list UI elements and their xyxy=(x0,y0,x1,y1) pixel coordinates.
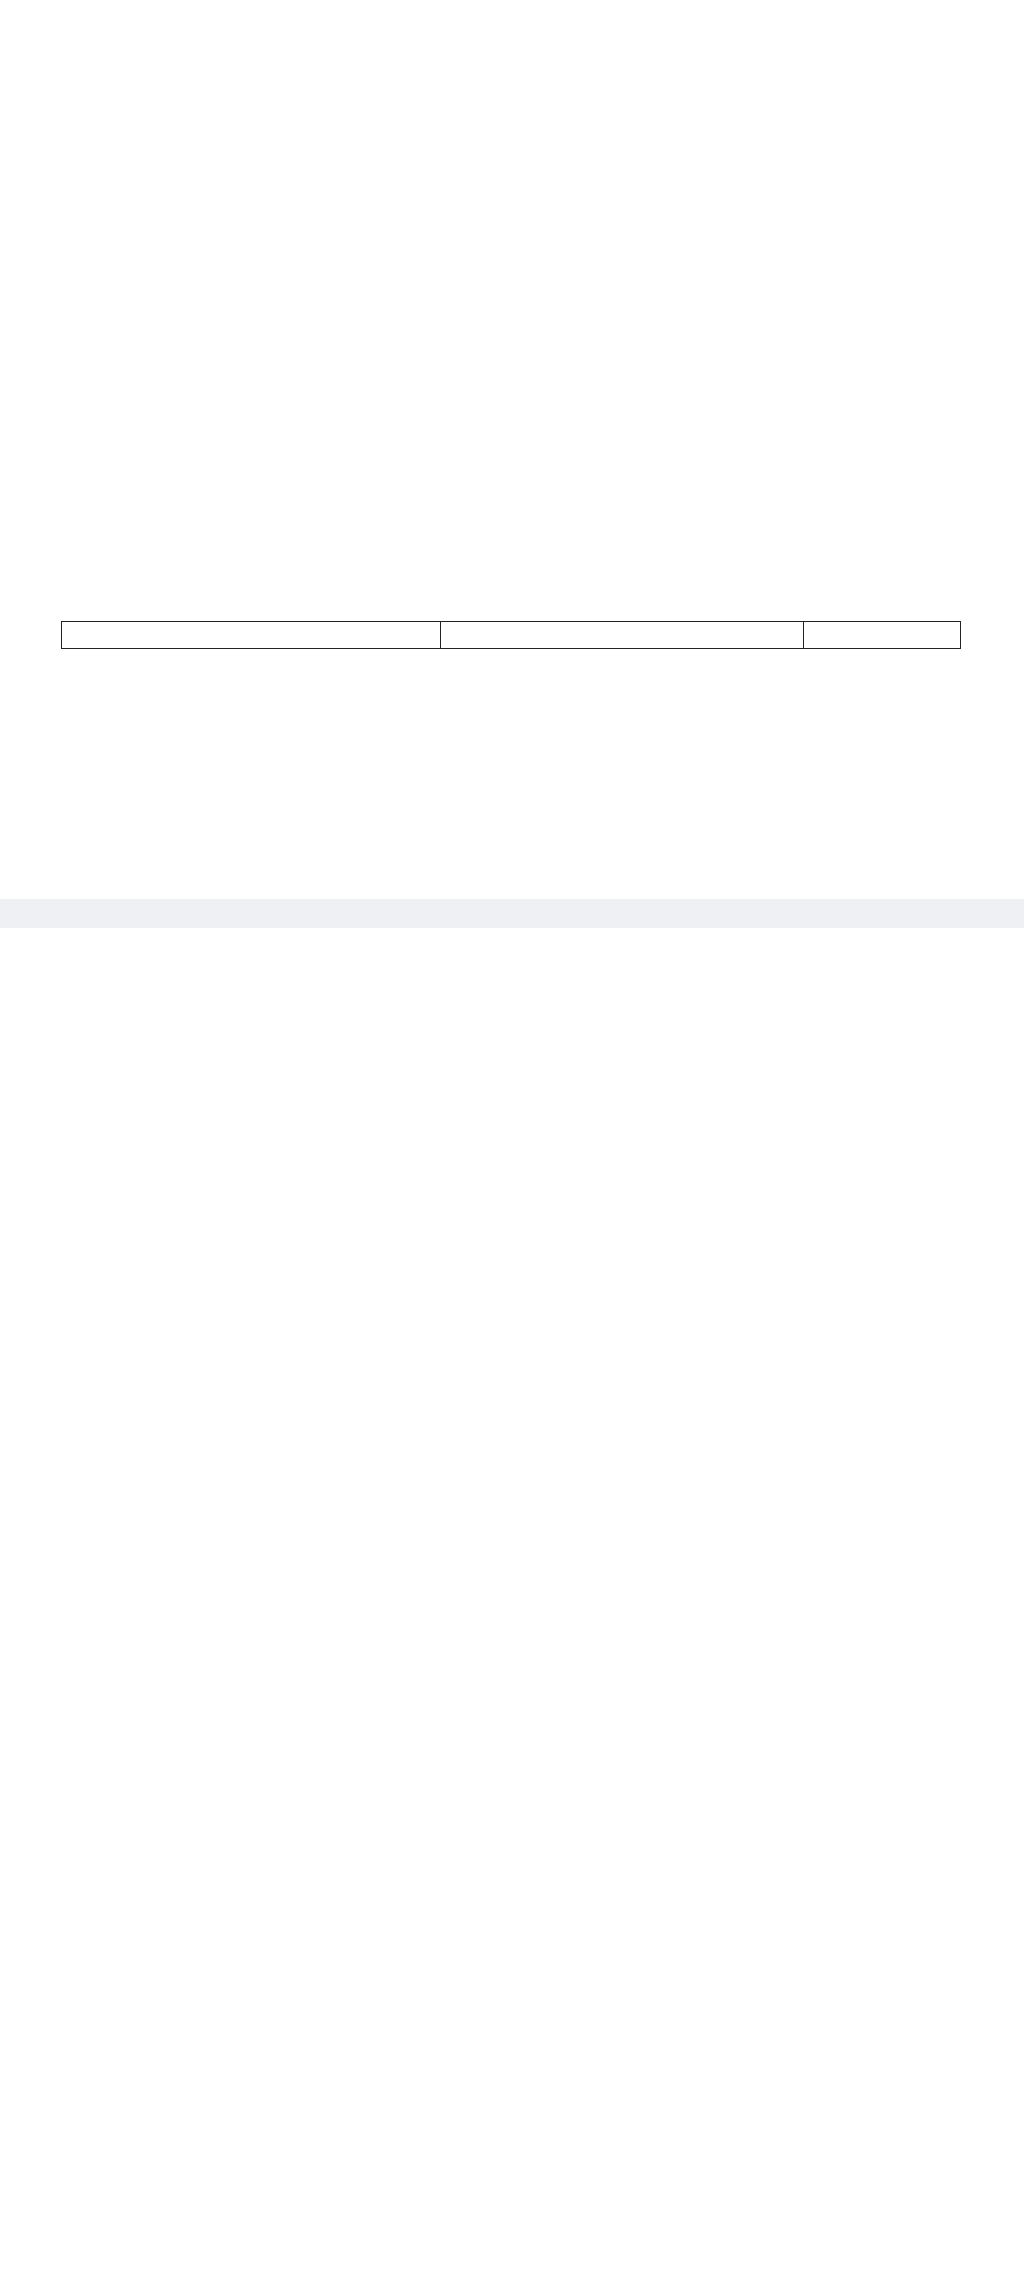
ex3-section xyxy=(61,312,991,389)
page-break-divider xyxy=(0,899,1024,928)
column-a-header xyxy=(62,622,441,649)
ex4-heading xyxy=(61,363,991,389)
ex5-section xyxy=(61,961,991,987)
answer-column-header xyxy=(804,622,961,649)
ex5-heading xyxy=(61,961,991,987)
ex3-heading xyxy=(61,312,991,338)
ex4-match-table xyxy=(61,621,961,649)
ex3-word-list xyxy=(61,338,991,364)
column-b-header xyxy=(441,622,804,649)
